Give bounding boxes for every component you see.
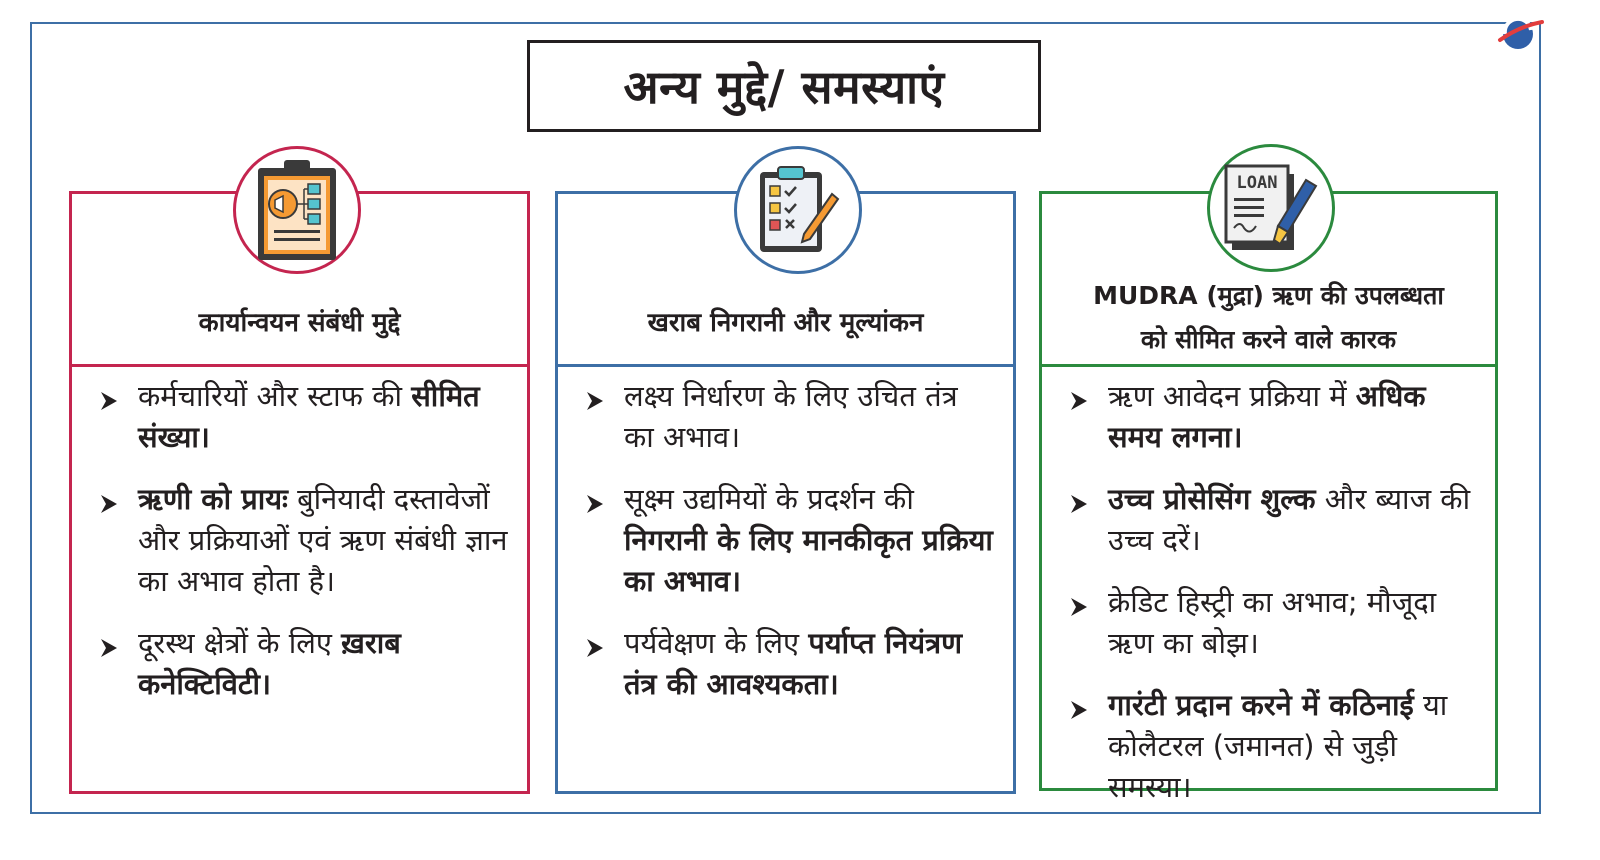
bullet-text-part: कर्मचारियों और स्टाफ की — [138, 379, 412, 413]
loan-icon-text: LOAN — [1236, 173, 1278, 193]
bullet-text-part: ऋण आवेदन प्रक्रिया में — [1108, 379, 1356, 413]
bullet-text-part: दूरस्थ क्षेत्रों के लिए — [138, 626, 342, 660]
arrow-bullet-icon — [1068, 596, 1090, 618]
bullet-text — [1108, 376, 1477, 458]
card-heading: कार्यान्वयन संबंधी मुद्दे — [198, 308, 401, 338]
bullet-item — [72, 623, 527, 705]
bullet-text-bold: ख़राब कनेक्टिविटी। — [138, 626, 401, 701]
bullet-text-bold: गारंटी प्रदान करने में कठिनाई — [1108, 688, 1414, 722]
bullet-text-part: या कोलैटरल (जमानत) से जुड़ी समस्या। — [1108, 688, 1448, 804]
checklist-clipboard-icon — [734, 146, 862, 274]
bullet-text — [138, 623, 509, 705]
clipboard-megaphone-icon — [233, 146, 361, 274]
card-item-list — [558, 376, 1013, 726]
bullet-item — [72, 376, 527, 458]
bullet-text-bold: उच्च प्रोसेसिंग शुल्क — [1108, 482, 1316, 516]
bullet-text-bold: निगरानी के लिए मानकीकृत प्रक्रिया का अभाव। — [624, 523, 993, 598]
card-implementation-issues — [69, 191, 530, 794]
arrow-bullet-icon — [1068, 493, 1090, 515]
bullet-item — [1042, 685, 1495, 808]
brand-orb-icon — [1496, 8, 1544, 56]
bullet-item — [1042, 582, 1495, 664]
arrow-bullet-icon — [584, 637, 606, 659]
card-monitoring-evaluation — [555, 191, 1016, 794]
bullet-text-part: बुनियादी दस्तावेजों और प्रक्रियाओं एवं ऋण संबंधी ज्ञान का अभाव होता है। — [138, 482, 508, 598]
card-heading — [1042, 274, 1495, 362]
arrow-bullet-icon — [98, 390, 120, 412]
bullet-text-part: क्रेडिट हिस्ट्री का अभाव; मौजूदा ऋण का बोझ। — [1108, 585, 1437, 660]
arrow-bullet-icon — [584, 390, 606, 412]
bullet-item — [558, 376, 1013, 458]
bullet-text-part: लक्ष्य निर्धारण के लिए उचित तंत्र का अभाव। — [624, 379, 958, 454]
page-title: अन्य मुद्दे/ समस्याएं — [527, 40, 1041, 132]
bullet-text — [1108, 582, 1477, 664]
arrow-bullet-icon — [98, 493, 120, 515]
bullet-item — [1042, 376, 1495, 458]
card-heading: खराब निगरानी और मूल्यांकन — [647, 308, 924, 338]
arrow-bullet-icon — [1068, 390, 1090, 412]
card-heading-line: को सीमित करने वाले कारक — [1140, 325, 1397, 354]
arrow-bullet-icon — [1068, 699, 1090, 721]
card-item-list — [72, 376, 527, 726]
bullet-text-part: सूक्ष्म उद्यमियों के प्रदर्शन की — [624, 482, 914, 516]
bullet-text — [624, 479, 995, 602]
bullet-item — [1042, 479, 1495, 561]
bullet-text — [624, 623, 995, 705]
card-heading-line: MUDRA (मुद्रा) ऋण की उपलब्धता — [1093, 281, 1444, 310]
bullet-text — [1108, 685, 1477, 808]
bullet-text-bold: सीमित संख्या। — [138, 379, 480, 454]
bullet-text-part: और ब्याज की उच्च दरें। — [1108, 482, 1471, 557]
bullet-item — [558, 479, 1013, 602]
bullet-text-part: पर्यवेक्षण के लिए — [624, 626, 809, 660]
bullet-text — [138, 479, 509, 602]
card-mudra-loan-factors — [1039, 191, 1498, 804]
card-item-list — [1042, 376, 1495, 829]
bullet-text-bold: अधिक समय लगना। — [1108, 379, 1426, 454]
bullet-item — [558, 623, 1013, 705]
arrow-bullet-icon — [584, 493, 606, 515]
loan-document-pen-icon — [1207, 144, 1335, 272]
bullet-text-bold: ऋणी को प्रायः — [138, 482, 288, 516]
arrow-bullet-icon — [98, 637, 120, 659]
bullet-text-bold: पर्याप्त नियंत्रण तंत्र की आवश्यकता। — [624, 626, 963, 701]
bullet-text — [1108, 479, 1477, 561]
bullet-text — [138, 376, 509, 458]
bullet-text — [624, 376, 995, 458]
bullet-item — [72, 479, 527, 602]
